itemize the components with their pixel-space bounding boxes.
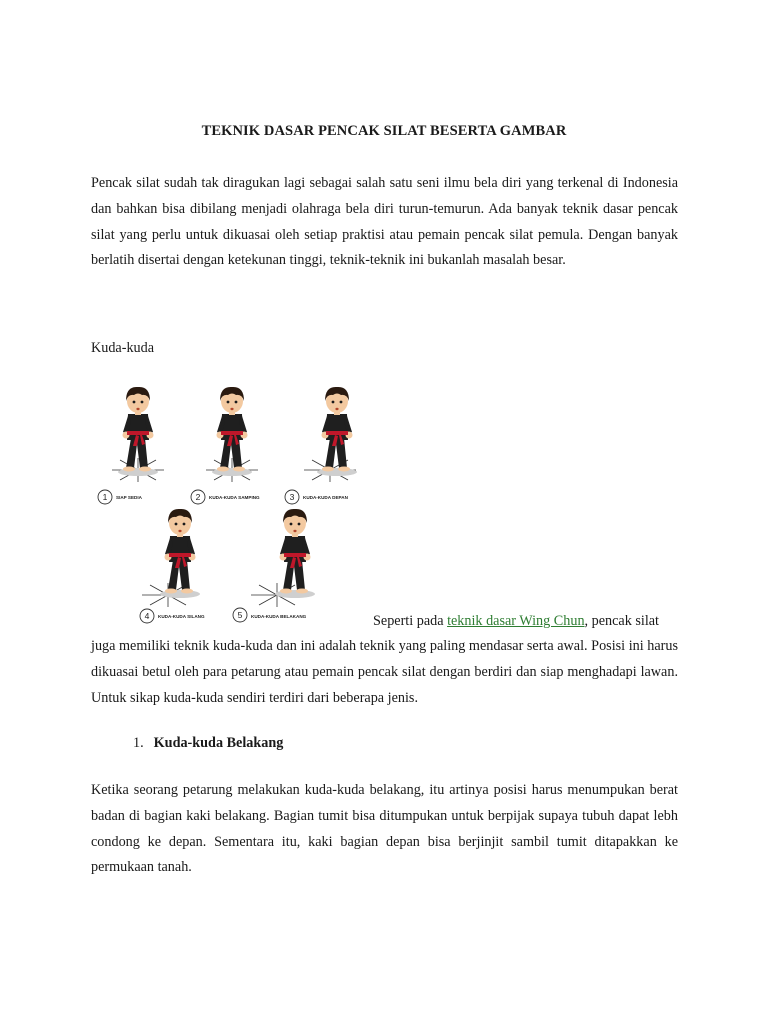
kuda-kuda-illustration <box>92 378 374 624</box>
list-item-label: Kuda-kuda Belakang <box>153 735 284 751</box>
svg-text:4: 4 <box>144 611 150 621</box>
svg-text:1: 1 <box>102 492 108 502</box>
pose-5-figure <box>251 509 315 607</box>
pose-5-label <box>233 608 307 622</box>
svg-text:KUDA-KUDA DEPAN: KUDA-KUDA DEPAN <box>303 495 348 500</box>
svg-text:5: 5 <box>237 610 243 620</box>
pose-3-figure <box>304 387 357 482</box>
pose-1-label <box>98 490 143 504</box>
pose-3-label <box>285 490 349 504</box>
svg-text:2: 2 <box>195 492 201 502</box>
svg-text:3: 3 <box>289 492 295 502</box>
list-item-kuda-kuda-belakang <box>133 735 283 752</box>
page-title: TEKNIK DASAR PENCAK SILAT BESERTA GAMBAR <box>201 123 567 139</box>
paragraph3: Ketika seorang petarung melakukan kuda-kuda belakang, itu artinya posisi harus menumpukan berat badan di bagian kaki belakang. Bagian tumit bisa ditumpukan untuk berpijak supaya tubuh dapat lebh condong ke depan. Sementara itu, kaki bagian depan bisa berjinjit sambil tumit ditapakkan ke permukaan tanah. <box>91 782 678 876</box>
pose-1-figure <box>112 387 164 482</box>
svg-text:KUDA-KUDA SILANG: KUDA-KUDA SILANG <box>158 614 205 619</box>
pose-4-label <box>140 609 205 623</box>
section-heading-kuda-kuda: Kuda-kuda <box>91 340 155 356</box>
pose-2-figure <box>206 387 258 482</box>
paragraph2-after-link: , pencak silat <box>584 613 660 629</box>
pose-4-figure <box>142 509 200 607</box>
list-item-number: 1. <box>133 735 144 751</box>
svg-text:SIAP SEDIA: SIAP SEDIA <box>116 495 142 500</box>
paragraph2-lead: Seperti pada <box>373 613 448 629</box>
svg-text:KUDA-KUDA BELAKANG: KUDA-KUDA BELAKANG <box>251 614 307 619</box>
paragraph2-body: juga memiliki teknik kuda-kuda dan ini adalah teknik yang paling mendasar serta awal. Posisi ini harus dikuasai betul oleh para petarung atau pemain pencak silat dengan berdiri dan siap menghadapi lawan. Untuk sikap kuda-kuda sendiri terdiri dari beberapa jenis. <box>91 638 678 706</box>
paragraph2-first-line <box>373 609 659 635</box>
svg-text:KUDA-KUDA SAMPING: KUDA-KUDA SAMPING <box>209 495 260 500</box>
wing-chun-link[interactable]: teknik dasar Wing Chun <box>447 613 585 629</box>
intro-paragraph: Pencak silat sudah tak diragukan lagi sebagai salah satu seni ilmu bela diri yang terkenal di Indonesia dan bahkan bisa dibilang menjadi olahraga bela diri turun-temurun. Ada banyak teknik dasar pencak silat yang perlu untuk dikuasai oleh setiap praktisi atau pemain pencak silat pemula. Dengan banyak berlatih disertai dengan ketekunan tinggi, teknik-teknik ini bukanlah masalah besar. <box>91 175 678 269</box>
pose-2-label <box>191 490 260 504</box>
